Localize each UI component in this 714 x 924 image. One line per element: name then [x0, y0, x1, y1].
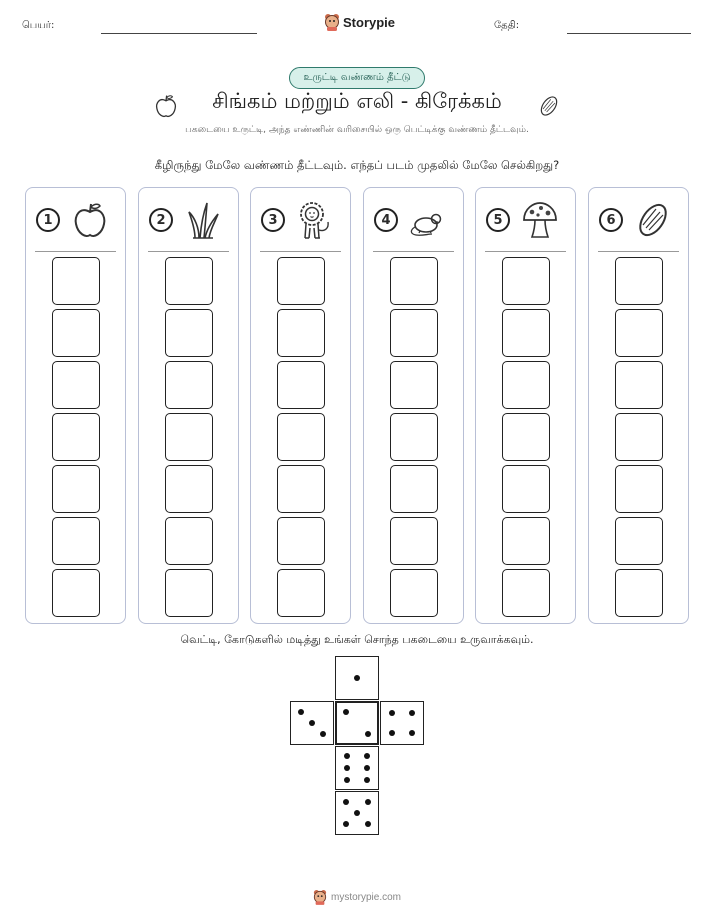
color-box[interactable]	[615, 569, 663, 617]
color-box[interactable]	[502, 517, 550, 565]
grass-icon	[183, 200, 223, 240]
apple-icon	[70, 200, 110, 240]
color-box[interactable]	[165, 309, 213, 357]
divider	[373, 251, 454, 252]
die-net	[290, 656, 426, 836]
color-box[interactable]	[277, 257, 325, 305]
die-face-4	[380, 701, 424, 745]
activity-pill: உருட்டி வண்ணம் தீட்டு	[289, 67, 425, 89]
die-face-6	[335, 746, 379, 790]
color-box[interactable]	[277, 465, 325, 513]
color-box[interactable]	[277, 413, 325, 461]
die-face-3	[290, 701, 334, 745]
divider	[35, 251, 116, 252]
color-box[interactable]	[390, 257, 438, 305]
color-box[interactable]	[502, 361, 550, 409]
color-box[interactable]	[390, 569, 438, 617]
color-box[interactable]	[277, 517, 325, 565]
column-number: 6	[599, 208, 623, 232]
color-box[interactable]	[277, 569, 325, 617]
color-box[interactable]	[165, 413, 213, 461]
column-2	[138, 187, 239, 624]
color-box[interactable]	[390, 517, 438, 565]
color-box[interactable]	[52, 517, 100, 565]
pip	[389, 710, 395, 716]
storypie-mascot-icon	[324, 13, 340, 31]
color-box[interactable]	[615, 413, 663, 461]
color-box[interactable]	[390, 361, 438, 409]
column-5	[475, 187, 576, 624]
pip	[298, 709, 304, 715]
pip	[365, 821, 371, 827]
page-title: சிங்கம் மற்றும் எலி - கிரேக்கம்	[212, 89, 502, 113]
column-number: 3	[261, 208, 285, 232]
mushroom-icon	[520, 200, 560, 240]
color-box[interactable]	[165, 257, 213, 305]
color-box[interactable]	[52, 465, 100, 513]
color-box[interactable]	[615, 517, 663, 565]
color-box[interactable]	[615, 465, 663, 513]
pip	[389, 730, 395, 736]
color-box[interactable]	[615, 257, 663, 305]
mouse-icon	[408, 200, 448, 240]
column-number: 4	[374, 208, 398, 232]
pip	[354, 810, 360, 816]
date-label: தேதி:	[494, 20, 520, 31]
color-box[interactable]	[502, 413, 550, 461]
color-box[interactable]	[52, 361, 100, 409]
color-box[interactable]	[615, 309, 663, 357]
divider	[260, 251, 341, 252]
color-box[interactable]	[615, 361, 663, 409]
column-6	[588, 187, 689, 624]
die-face-5	[335, 791, 379, 835]
color-box[interactable]	[52, 569, 100, 617]
color-box[interactable]	[390, 465, 438, 513]
color-box[interactable]	[390, 309, 438, 357]
die-face-2	[335, 701, 379, 745]
pip	[354, 675, 360, 681]
name-label: பெயர்:	[22, 20, 55, 31]
pip	[409, 730, 415, 736]
lion-icon	[295, 200, 335, 240]
pip	[364, 765, 370, 771]
subtitle: பகடையை உருட்டி, அந்த எண்ணின் வரிசையில் ஒரு பெட்டிக்கு வண்ணம் தீட்டவும்.	[185, 125, 529, 135]
pip	[344, 777, 350, 783]
column-number: 1	[36, 208, 60, 232]
pip	[309, 720, 315, 726]
color-box[interactable]	[502, 257, 550, 305]
color-box[interactable]	[52, 309, 100, 357]
color-box[interactable]	[502, 465, 550, 513]
column-4	[363, 187, 464, 624]
divider	[148, 251, 229, 252]
pip	[320, 731, 326, 737]
storypie-mascot-icon	[313, 889, 327, 905]
pip	[365, 731, 371, 737]
name-line[interactable]	[101, 33, 257, 34]
pip	[364, 777, 370, 783]
divider	[485, 251, 566, 252]
pip	[344, 753, 350, 759]
brand-logo	[324, 13, 395, 31]
divider	[598, 251, 679, 252]
color-box[interactable]	[52, 413, 100, 461]
instruction: கீழிருந்து மேலே வண்ணம் தீட்டவும். எந்தப் படம் முதலில் மேலே செல்கிறது?	[154, 158, 560, 172]
color-box[interactable]	[277, 361, 325, 409]
cut-instruction: வெட்டி, கோடுகளில் மடித்து உங்கள் சொந்த பகடையை உருவாக்கவும்.	[180, 633, 534, 646]
color-box[interactable]	[390, 413, 438, 461]
color-box[interactable]	[165, 517, 213, 565]
column-number: 5	[486, 208, 510, 232]
footer-url[interactable]: mystorypie.com	[330, 891, 401, 903]
color-box[interactable]	[165, 569, 213, 617]
color-box[interactable]	[502, 309, 550, 357]
color-box[interactable]	[502, 569, 550, 617]
column-3	[250, 187, 351, 624]
footer	[0, 889, 714, 905]
pip	[409, 710, 415, 716]
pip	[365, 799, 371, 805]
brand-name: Storypie	[343, 14, 396, 30]
color-box[interactable]	[52, 257, 100, 305]
pip	[343, 709, 349, 715]
pip	[343, 821, 349, 827]
die-face-1	[335, 656, 379, 700]
date-line[interactable]	[567, 33, 691, 34]
almond-icon	[537, 94, 561, 118]
column-1	[25, 187, 126, 624]
pip	[364, 753, 370, 759]
pip	[343, 799, 349, 805]
column-number: 2	[149, 208, 173, 232]
color-box[interactable]	[277, 309, 325, 357]
almond-icon	[633, 200, 673, 240]
pip	[344, 765, 350, 771]
color-box[interactable]	[165, 361, 213, 409]
color-box[interactable]	[165, 465, 213, 513]
